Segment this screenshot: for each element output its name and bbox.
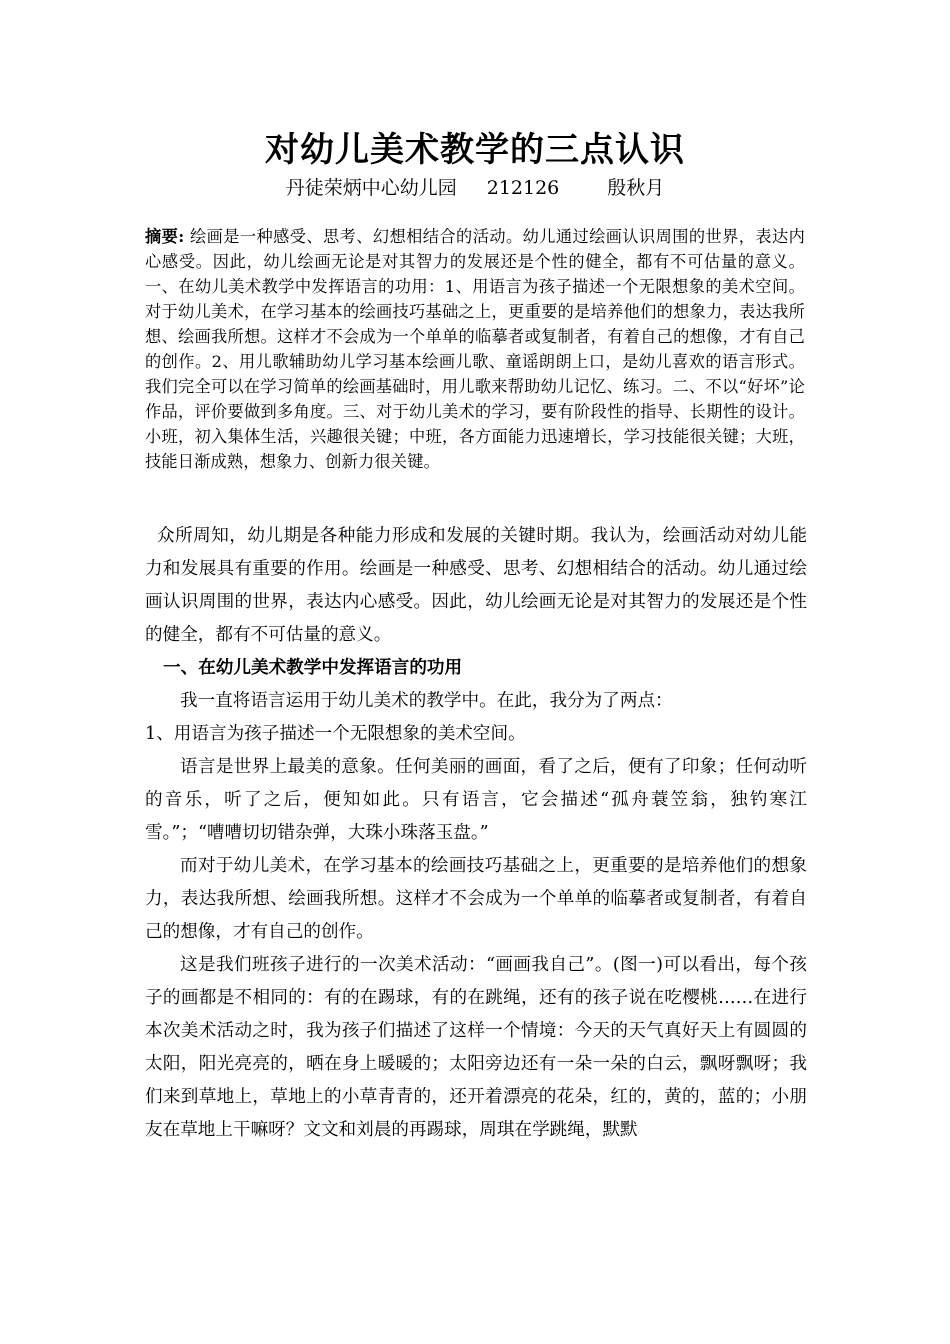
paragraph: 我一直将语言运用于幼儿美术的教学中。在此，我分为了两点： xyxy=(180,691,673,711)
subheading-1: 1、用语言为孩子描述一个无限想象的美术空间。 xyxy=(145,724,526,744)
author-organization: 丹徒荣炳中心幼儿园 xyxy=(285,177,457,199)
abstract xyxy=(145,224,805,474)
author-name: 殷秋月 xyxy=(607,177,665,199)
abstract-label: 摘要: xyxy=(145,227,185,246)
document-title: 对幼儿美术教学的三点认识 xyxy=(265,130,685,170)
author-postcode: 212126 xyxy=(486,177,560,199)
paragraph: 而对于幼儿美术，在学习基本的绘画技巧基础之上，更重要的是培养他们的想象力，表达我所想、绘画我所想。这样才不会成为一个单单的临摹者或复制者，有着自己的想像，才有自己的创作。 xyxy=(145,856,807,942)
paragraph: 语言是世界上最美的意象。任何美丽的画面，看了之后，便有了印象；任何动听的音乐，听了之后，便知如此。只有语言，它会描述“孤舟蓑笠翁，独钓寒江雪。”；“嘈嘈切切错杂弹，大珠小珠落玉盘。” xyxy=(145,757,807,843)
abstract-text: 绘画是一种感受、思考、幻想相结合的活动。幼儿通过绘画认识周围的世界，表达内心感受。因此，幼儿绘画无论是对其智力的发展还是个性的健全，都有不可估量的意义。 一、在幼儿美术教学中发挥语言的功用：1、用语言为孩子描述一个无限想象的美术空间。对于幼儿美术，在学习基本的绘画技巧基础之上，更重要的是培养他们的想象力，表达我所想、绘画我所想。这样才不会成为一个单单的临摹者或复制者，有着自己的想像，才有自己的创作。2、用儿歌辅助幼儿学习基本绘画儿歌、童谣朗朗上口，是幼儿喜欢的语言形式。我们完全可以在学习简单的绘画基础时，用儿歌来帮助幼儿记忆、练习。二、不以“好坏”论作品，评价要做到多角度。三、对于幼儿美术的学习，要有阶段性的指导、长期性的设计。小班，初入集体生活，兴趣很关键；中班，各方面能力迅速增长，学习技能很关键；大班，技能日渐成熟，想象力、创新力很关键。 xyxy=(145,227,805,471)
paragraph: 这是我们班孩子进行的一次美术活动：“画画我自己”。(图一)可以看出，每个孩子的画都是不相同的：有的在踢球，有的在跳绳，还有的孩子说在吃樱桃……在进行本次美术活动之时，我为孩子们描述了这样一个情境：今天的天气真好天上有圆圆的太阳，阳光亮亮的，晒在身上暖暖的；太阳旁边还有一朵一朵的白云，飘呀飘呀；我们来到草地上，草地上的小草青青的，还开着漂亮的花朵，红的，黄的，蓝的；小朋友在草地上干嘛呀？文文和刘晨的再踢球，周琪在学跳绳，默默 xyxy=(145,955,807,1140)
paragraph-intro: 众所周知，幼儿期是各种能力形成和发展的关键时期。我认为，绘画活动对幼儿能力和发展具有重要的作用。绘画是一种感受、思考、幻想相结合的活动。幼儿通过绘画认识周围的世界，表达内心感受。因此，幼儿绘画无论是对其智力的发展还是个性的健全，都有不可估量的意义。 xyxy=(145,526,807,645)
author-line xyxy=(0,176,950,200)
section-heading-1: 一、在幼儿美术教学中发挥语言的功用 xyxy=(163,658,463,678)
body-text xyxy=(145,520,807,1147)
